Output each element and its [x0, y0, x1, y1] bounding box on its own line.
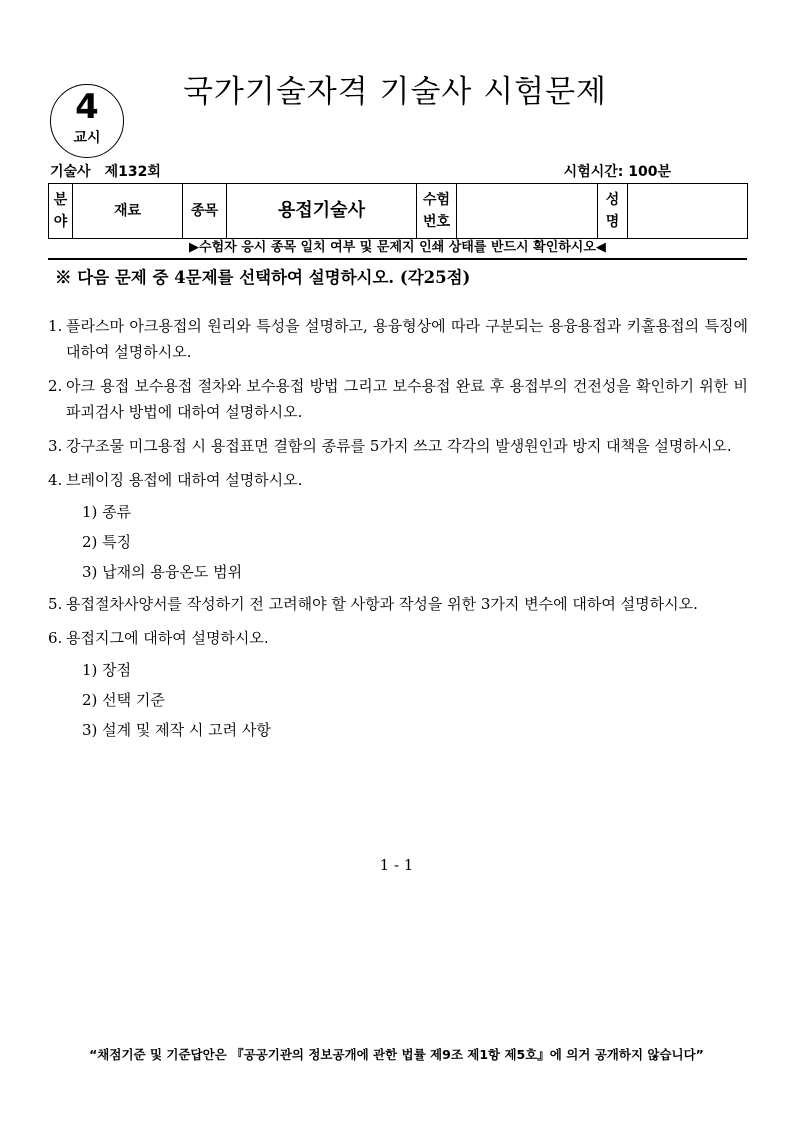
category-value: 용접기술사 [227, 184, 417, 239]
instruction: ※ 다음 문제 중 4문제를 선택하여 설명하시오. (각25점) [55, 268, 471, 287]
page-number: 1 - 1 [379, 856, 414, 874]
subquestion-item: 1) 종류 [82, 503, 132, 521]
question-number: 3. [48, 437, 63, 455]
subquestion-list [66, 501, 748, 583]
exam-round: 제132회 [104, 164, 161, 180]
subquestion-item: 2) 특징 [82, 533, 132, 551]
exam-number-field[interactable] [457, 184, 598, 239]
session-badge [50, 84, 124, 158]
exam-time: 시험시간: 100분 [563, 164, 671, 180]
subquestion-item: 3) 납재의 용융온도 범위 [82, 563, 243, 581]
verification-notice: ▶수험자 응시 종목 일치 여부 및 문제지 인쇄 상태를 반드시 확인하시오◀ [189, 240, 606, 255]
question-item [48, 433, 748, 459]
question-item [48, 467, 748, 583]
name-field[interactable] [628, 184, 748, 239]
subquestion-item: 3) 설계 및 제작 시 고려 사항 [82, 721, 271, 739]
question-number: 6. [48, 629, 63, 647]
question-text: 용접절차사양서를 작성하기 전 고려해야 할 사항과 작성을 위한 3가지 변수에 대하여 설명하시오. [66, 595, 698, 613]
question-item [48, 313, 748, 365]
question-number: 5. [48, 595, 63, 613]
session-number: 4 [75, 87, 99, 127]
disclosure-footer: “채점기준 및 기준답안은 『공공기관의 정보공개에 관한 법률 제9조 제1항 제5호』에 의거 공개하지 않습니다” [89, 1047, 704, 1062]
field-label: 분 야 [49, 184, 73, 239]
question-item [48, 373, 748, 425]
question-text: 용접지그에 대하여 설명하시오. [66, 629, 269, 647]
question-number: 2. [48, 377, 63, 395]
question-text: 강구조물 미그용접 시 용접표면 결함의 종류를 5가지 쓰고 각각의 발생원인과 방지 대책을 설명하시오. [66, 437, 732, 455]
subquestion-item: 1) 장점 [82, 661, 132, 679]
question-list [48, 313, 748, 749]
divider [48, 258, 747, 260]
exam-number-label: 수험 번호 [417, 184, 457, 239]
question-item [48, 625, 748, 741]
question-text: 브레이징 용접에 대하여 설명하시오. [66, 471, 303, 489]
question-number: 1. [48, 317, 63, 335]
name-label: 성 명 [598, 184, 628, 239]
exam-info-table [48, 183, 748, 239]
session-label: 교시 [73, 130, 101, 146]
category-label: 종목 [183, 184, 227, 239]
page-title: 국가기술자격 기술사 시험문제 [182, 74, 607, 110]
question-text: 아크 용접 보수용접 절차와 보수용접 방법 그리고 보수용접 완료 후 용접부의 건전성을 확인하기 위한 비파괴검사 방법에 대하여 설명하시오. [66, 377, 748, 421]
subquestion-list [66, 659, 748, 741]
question-text: 플라스마 아크용접의 원리와 특성을 설명하고, 용융형상에 따라 구분되는 용융용접과 키홀용접의 특징에 대하여 설명하시오. [66, 317, 748, 361]
question-item [48, 591, 748, 617]
question-number: 4. [48, 471, 63, 489]
exam-meta [50, 163, 161, 181]
subquestion-item: 2) 선택 기준 [82, 691, 165, 709]
exam-type: 기술사 [50, 164, 91, 180]
field-value: 재료 [73, 184, 183, 239]
